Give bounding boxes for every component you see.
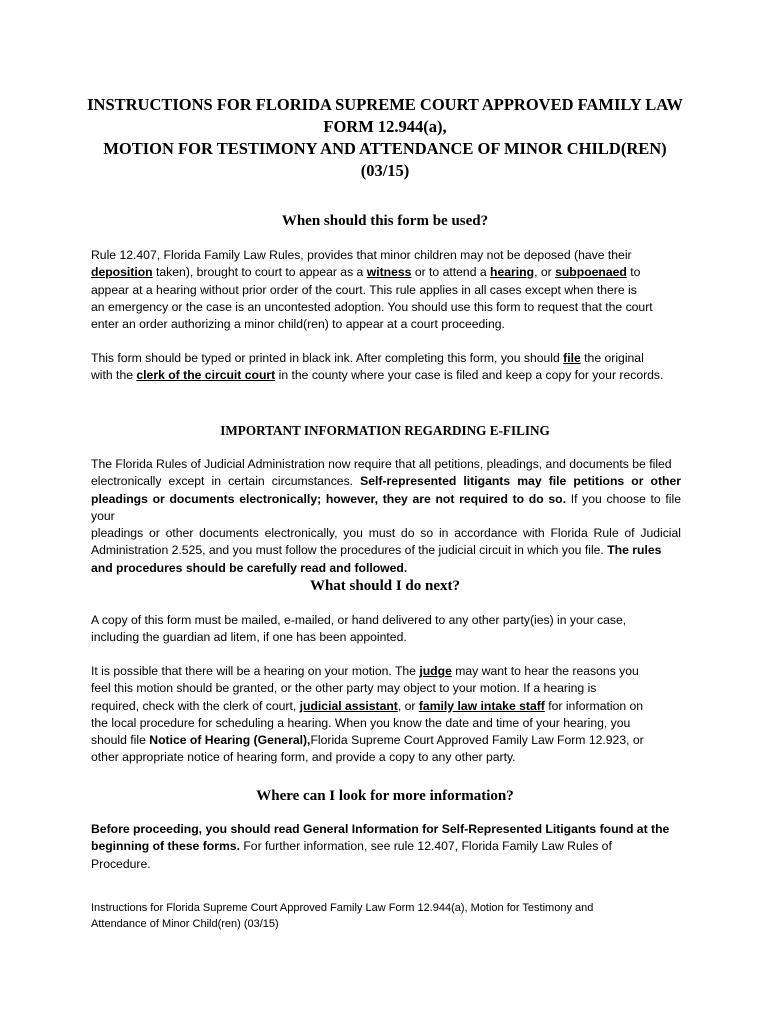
text-line [91,473,681,490]
text-line [91,350,681,367]
text-line [91,838,681,855]
text-span-bold: Self-represented litigants may file petitions or other [360,474,682,489]
text-span: For further information, see rule 12.407, Florida Family Law Rules of [239,839,612,854]
text-line [91,698,681,715]
text-line: and procedures should be carefully read and followed. [91,560,408,575]
text-line: Procedure. [91,856,151,871]
text-line: The Florida Rules of Judicial Administration now require that all petitions, pleadings, and documents be filed [91,457,672,471]
text-span: Florida Supreme Court Approved Family Law Form 12.923, or [310,733,644,748]
text-line [91,542,681,559]
title-line-2: FORM 12.944(a), [323,117,447,136]
heading-more-info: Where can I look for more information? [256,788,514,804]
text-line: including the guardian ad litem, if one has been appointed. [91,630,407,645]
text-line: Rule 12.407, Florida Family Law Rules, provides that minor children may not be deposed (have their [91,248,632,262]
page-footer [91,900,681,932]
text-span: Administration 2.525, and you must follow the procedures of the judicial circuit in which you file. [91,543,608,558]
text-span-bold: beginning of these forms. [91,839,240,854]
text-span: , or [397,698,419,713]
heading-efiling: IMPORTANT INFORMATION REGARDING E-FILING [220,423,550,438]
title-line-3: MOTION FOR TESTIMONY AND ATTENDANCE OF MINOR CHILD(REN) [103,139,667,158]
heading-what-next: What should I do next? [309,578,461,594]
text-line: A copy of this form must be mailed, e-mailed, or hand delivered to any other party(ies) in your case, [91,613,627,627]
text-span: to [626,265,641,280]
footer-line-1: Instructions for Florida Supreme Court Approved Family Law Form 12.944(a), Motion for Testimony and [91,902,594,914]
text-line: enter an order authorizing a minor child(ren) to appear at a court proceeding. [91,317,505,332]
efiling-paragraph [91,456,681,577]
text-line: feel this motion should be granted, or the other party may object to your motion. If a hearing is [91,681,597,696]
text-span: in the county where your case is filed and keep a copy for your records. [275,368,664,383]
subpoenaed-link[interactable]: subpoenaed [555,265,627,280]
text-span-bold: Notice of Hearing (General), [149,733,311,748]
text-line [91,367,681,384]
next-paragraph-1 [91,612,681,647]
text-span-bold: The rules [607,543,662,558]
text-line: pleadings or other documents electronically, you must do so in accordance with Florida Rule of Judicial [91,526,681,541]
clerk-of-circuit-court-link[interactable]: clerk of the circuit court [136,368,276,383]
text-span: for information on [544,698,644,713]
text-line [91,663,681,680]
text-line: appear at a hearing without prior order of the court. This rule applies in all cases except when there is [91,282,637,297]
judicial-assistant-link[interactable]: judicial assistant [299,698,398,713]
text-span: taken), brought to court to appear as a [152,265,367,280]
more-paragraph [91,821,681,873]
text-line [91,491,681,526]
text-span: If you choose to file your [91,491,681,523]
text-line: an emergency or the case is an uncontested adoption. You should use this form to request that the court [91,299,653,314]
text-line: other appropriate notice of hearing form, and provide a copy to any other party. [91,750,516,765]
text-span: with the [91,368,137,383]
family-law-intake-staff-link[interactable]: family law intake staff [418,698,545,713]
text-span: or to attend a [411,265,491,280]
text-span: electronically except in certain circumstances. [91,474,361,489]
when-paragraph-2 [91,350,681,385]
text-span: required, check with the clerk of court, [91,698,300,713]
hearing-link[interactable]: hearing [490,265,535,280]
title-line-1: INSTRUCTIONS FOR FLORIDA SUPREME COURT APPROVED FAMILY LAW [87,95,683,114]
judge-link[interactable]: judge [419,664,452,678]
next-paragraph-2 [91,663,681,767]
witness-link[interactable]: witness [366,265,412,280]
heading-when-used: When should this form be used? [281,213,489,229]
file-link[interactable]: file [563,351,581,365]
footer-line-2: Attendance of Minor Child(ren) (03/15) [91,918,279,930]
text-span: may want to hear the reasons you [451,664,639,678]
title-line-4: (03/15) [360,161,410,180]
deposition-link[interactable]: deposition [91,265,153,280]
text-line [91,264,681,281]
text-line: the local procedure for scheduling a hearing. When you know the date and time of your hearing, you [91,715,631,730]
text-span: the original [580,351,644,365]
text-span: should file [91,733,150,748]
text-span: This form should be typed or printed in black ink. After completing this form, you should [91,351,564,365]
text-line: Before proceeding, you should read General Information for Self-Represented Litigants found at the [91,822,670,836]
text-span: , or [534,265,556,280]
text-span-bold: pleadings or documents electronically; however, they are not required to do so. [91,491,566,506]
when-paragraph-1 [91,247,681,333]
page-title [60,94,710,182]
text-span: It is possible that there will be a hearing on your motion. The [91,664,420,678]
text-line [91,732,681,749]
